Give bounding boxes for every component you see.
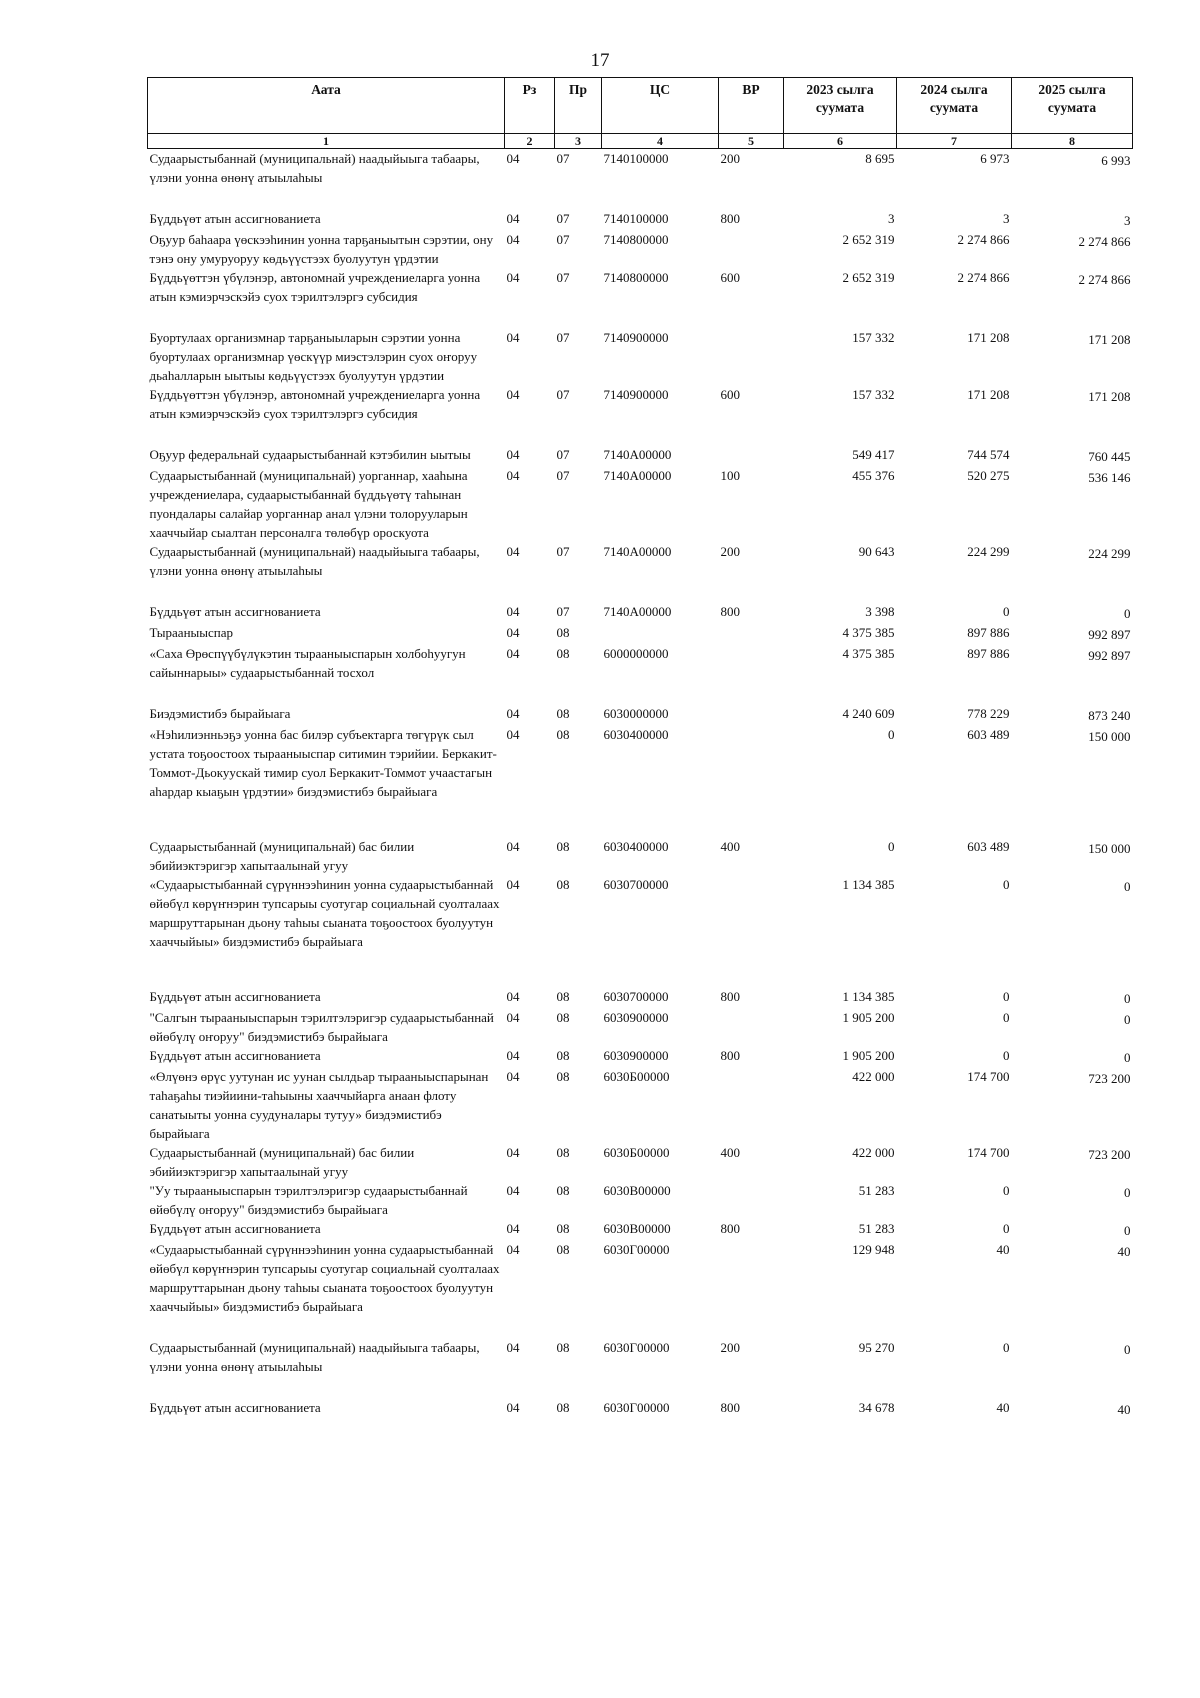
row-name: Судаарыстыбаннай (муниципальнай) наадыйыыга табаары, үлэни уонна өнөнү атыылаһыы xyxy=(149,544,480,578)
row-pr: 08 xyxy=(556,1242,570,1257)
table-row xyxy=(148,230,1133,268)
row-2024: 171 208 xyxy=(967,330,1010,345)
row-pr: 07 xyxy=(556,447,570,462)
row-rz: 04 xyxy=(506,604,520,619)
row-pr: 08 xyxy=(556,1010,570,1025)
column-number: 3 xyxy=(555,134,602,149)
row-2025: 0 xyxy=(1124,879,1131,894)
row-cs: 7140А00000 xyxy=(603,468,672,483)
row-name: Бүддьүөт атын ассигнованиета xyxy=(149,989,321,1004)
row-2025: 0 xyxy=(1124,1050,1131,1065)
row-vr: 800 xyxy=(720,604,740,619)
row-vr xyxy=(719,623,784,644)
row-rz: 04 xyxy=(506,839,520,854)
row-2025: 0 xyxy=(1124,606,1131,621)
column-number: 1 xyxy=(148,134,505,149)
row-2023: 1 905 200 xyxy=(842,1048,895,1063)
row-2023: 2 652 319 xyxy=(842,270,895,285)
header-cs: ЦС xyxy=(602,78,719,134)
column-number: 6 xyxy=(784,134,897,149)
row-2023: 0 xyxy=(888,839,895,854)
row-name: Тырааныыспар xyxy=(149,625,233,640)
row-pr: 07 xyxy=(556,232,570,247)
row-vr: 400 xyxy=(720,839,740,854)
row-cs xyxy=(602,623,719,644)
row-2025: 992 897 xyxy=(1088,627,1131,642)
row-name: «Судаарыстыбаннай сүрүннээһинин уонна судаарыстыбаннай өйөбүл көрүҥнэрин тупсарыы суотугар социальнай суолталаах маршруттарынан дьону таһыы сыаната тоҕоостоох буолуутун хааччыйыы» биэдэмистибэ бырайыага xyxy=(149,877,500,949)
row-name: «Саха Өрөспүүбүлүкэтин тырааныыспарын холбоһуугун сайыннарыы» судаарыстыбаннай тосхол xyxy=(149,646,466,680)
row-pr: 08 xyxy=(556,989,570,1004)
row-2024: 0 xyxy=(1003,1340,1010,1355)
row-2025: 0 xyxy=(1124,1185,1131,1200)
row-2023: 1 134 385 xyxy=(842,989,895,1004)
row-pr: 08 xyxy=(556,706,570,721)
row-name: Бүддьүөт атын ассигнованиета xyxy=(149,211,321,226)
row-name: «Өлүөнэ өрүс уутунан ис уунан сылдьар тырааныыспарынан таһаҕаһы тиэйиини-таһыыны хааччыйарга анаан флоту санатыыты уонна суудуналары тутуу» биэдэмистибэ бырайыага xyxy=(149,1069,489,1141)
row-2023: 157 332 xyxy=(852,387,895,402)
row-rz: 04 xyxy=(506,1221,520,1236)
table-row xyxy=(148,1398,1133,1419)
row-vr: 200 xyxy=(720,151,740,166)
row-pr: 08 xyxy=(556,1069,570,1084)
row-2024: 174 700 xyxy=(967,1069,1010,1084)
header-vr: ВР xyxy=(719,78,784,134)
row-cs: 7140100000 xyxy=(603,151,669,166)
row-2023: 3 xyxy=(888,211,895,226)
row-cs: 6030400000 xyxy=(603,839,669,854)
row-vr xyxy=(719,1008,784,1046)
table-row xyxy=(148,466,1133,542)
row-pr: 07 xyxy=(556,151,570,166)
row-name: Буортулаах организмнар тарҕаныыларын сэрэтии уонна буортулаах организмнар үөскүүр миэстэлэрин суох оҥоруу дьаһалларын ыытыы көдьүүстээх буолуутун үрдэтии xyxy=(149,330,478,383)
row-2024: 3 xyxy=(1003,211,1010,226)
row-2024: 2 274 866 xyxy=(957,270,1010,285)
column-number: 7 xyxy=(897,134,1012,149)
row-2024: 40 xyxy=(996,1242,1010,1257)
row-2025: 0 xyxy=(1124,1012,1131,1027)
row-2025: 2 274 866 xyxy=(1078,272,1131,287)
row-rz: 04 xyxy=(506,387,520,402)
row-rz: 04 xyxy=(506,468,520,483)
row-cs: 7140900000 xyxy=(603,330,669,345)
row-2023: 0 xyxy=(888,727,895,742)
row-2024: 0 xyxy=(1003,604,1010,619)
table-row xyxy=(148,875,1133,987)
row-vr: 800 xyxy=(720,211,740,226)
row-2024: 897 886 xyxy=(967,646,1010,661)
row-vr xyxy=(719,445,784,466)
row-vr: 200 xyxy=(720,544,740,559)
row-name: «Судаарыстыбаннай сүрүннээһинин уонна судаарыстыбаннай өйөбүл көрүҥнэрин тупсарыы суотугар социальнай суолталаах маршруттарынан дьону таһыы сыаната тоҕоостоох буолуутун хааччыйыы» биэдэмистибэ бырайыага xyxy=(149,1242,500,1314)
header-pr: Пр xyxy=(555,78,602,134)
row-rz: 04 xyxy=(506,625,520,640)
row-2024: 174 700 xyxy=(967,1145,1010,1160)
row-2025: 171 208 xyxy=(1088,389,1131,404)
row-rz: 04 xyxy=(506,1340,520,1355)
row-2023: 3 398 xyxy=(865,604,895,619)
row-pr: 07 xyxy=(556,544,570,559)
row-2025: 40 xyxy=(1117,1402,1131,1417)
row-cs: 6030Г00000 xyxy=(603,1340,670,1355)
row-2023: 1 905 200 xyxy=(842,1010,895,1025)
table-body xyxy=(148,149,1133,1420)
row-cs: 6030В00000 xyxy=(603,1183,671,1198)
row-vr: 800 xyxy=(720,1221,740,1236)
row-cs: 7140100000 xyxy=(603,211,669,226)
table-row xyxy=(148,1181,1133,1219)
table-row xyxy=(148,268,1133,328)
row-cs: 6030000000 xyxy=(603,706,669,721)
row-pr: 07 xyxy=(556,604,570,619)
row-cs: 6030Б00000 xyxy=(603,1145,670,1160)
table-row xyxy=(148,623,1133,644)
row-2025: 171 208 xyxy=(1088,332,1131,347)
row-2023: 95 270 xyxy=(858,1340,895,1355)
row-rz: 04 xyxy=(506,270,520,285)
table-row xyxy=(148,1338,1133,1398)
row-cs: 6000000000 xyxy=(603,646,669,661)
row-pr: 08 xyxy=(556,1221,570,1236)
row-rz: 04 xyxy=(506,544,520,559)
row-2025: 2 274 866 xyxy=(1078,234,1131,249)
row-cs: 7140900000 xyxy=(603,387,669,402)
row-rz: 04 xyxy=(506,1400,520,1415)
row-pr: 08 xyxy=(556,727,570,742)
row-vr xyxy=(719,725,784,837)
row-name: Биэдэмистибэ бырайыага xyxy=(149,706,291,721)
row-pr: 08 xyxy=(556,1340,570,1355)
row-pr: 08 xyxy=(556,625,570,640)
row-2025: 150 000 xyxy=(1088,729,1131,744)
row-2025: 723 200 xyxy=(1088,1147,1131,1162)
row-rz: 04 xyxy=(506,727,520,742)
table-row xyxy=(148,602,1133,623)
row-rz: 04 xyxy=(506,646,520,661)
row-2023: 4 375 385 xyxy=(842,646,895,661)
row-2024: 0 xyxy=(1003,1048,1010,1063)
row-2024: 744 574 xyxy=(967,447,1010,462)
row-2024: 603 489 xyxy=(967,727,1010,742)
row-vr: 800 xyxy=(720,1400,740,1415)
row-rz: 04 xyxy=(506,211,520,226)
row-name: Бүддьүөт атын ассигнованиета xyxy=(149,1048,321,1063)
row-vr xyxy=(719,230,784,268)
table-row xyxy=(148,704,1133,725)
column-number: 5 xyxy=(719,134,784,149)
row-2023: 4 240 609 xyxy=(842,706,895,721)
row-name: Бүддьүөт атын ассигнованиета xyxy=(149,1400,321,1415)
table-row xyxy=(148,1143,1133,1181)
row-2025: 40 xyxy=(1117,1244,1131,1259)
row-2023: 549 417 xyxy=(852,447,895,462)
row-cs: 6030900000 xyxy=(603,1010,669,1025)
row-2025: 0 xyxy=(1124,991,1131,1006)
table-row xyxy=(148,328,1133,385)
table-row xyxy=(148,1219,1133,1240)
row-vr xyxy=(719,1240,784,1338)
row-cs: 6030В00000 xyxy=(603,1221,671,1236)
row-name: "Уу тырааныыспарын тэрилтэлэригэр судаарыстыбаннай өйөбүлү оҥоруу" биэдэмистибэ бырайыага xyxy=(149,1183,468,1217)
header-name: Аата xyxy=(148,78,505,134)
row-rz: 04 xyxy=(506,1145,520,1160)
header-2025: 2025 сылга суумата xyxy=(1012,78,1133,134)
row-2025: 723 200 xyxy=(1088,1071,1131,1086)
row-name: «Нэһилиэнньэҕэ уонна бас билэр субъектарга төгүрүк сыл устата тоҕоостоох тырааныыспар ситимин тэрийии. Беркакит-Томмот-Дьокуускай тимир суол Беркакит-Томмот учаастагын аһардар кыаҕын үрдэтии» биэдэмистибэ бырайыага xyxy=(149,727,497,799)
row-2023: 129 948 xyxy=(852,1242,895,1257)
table-row xyxy=(148,149,1133,210)
row-cs: 6030400000 xyxy=(603,727,669,742)
row-2024: 0 xyxy=(1003,1183,1010,1198)
row-pr: 08 xyxy=(556,646,570,661)
row-name: Судаарыстыбаннай (муниципальнай) бас билии эбийиэктэригэр хапытаалынай угуу xyxy=(149,839,415,873)
row-2024: 171 208 xyxy=(967,387,1010,402)
row-name: "Салгын тырааныыспарын тэрилтэлэригэр судаарыстыбаннай өйөбүлү оҥоруу" биэдэмистибэ бырайыага xyxy=(149,1010,494,1044)
header-2023: 2023 сылга суумата xyxy=(784,78,897,134)
row-2024: 0 xyxy=(1003,989,1010,1004)
row-pr: 07 xyxy=(556,270,570,285)
row-pr: 08 xyxy=(556,1183,570,1198)
column-number-row xyxy=(148,134,1133,149)
row-2025: 3 xyxy=(1124,213,1131,228)
row-name: Судаарыстыбаннай (муниципальнай) наадыйыыга табаары, үлэни уонна өнөнү атыылаһыы xyxy=(149,151,480,185)
row-2024: 2 274 866 xyxy=(957,232,1010,247)
row-2023: 2 652 319 xyxy=(842,232,895,247)
row-vr xyxy=(719,1067,784,1143)
row-rz: 04 xyxy=(506,706,520,721)
row-name: Судаарыстыбаннай (муниципальнай) бас билии эбийиэктэригэр хапытаалынай угуу xyxy=(149,1145,415,1179)
row-2025: 536 146 xyxy=(1088,470,1131,485)
row-vr: 100 xyxy=(720,468,740,483)
row-2024: 0 xyxy=(1003,1221,1010,1236)
row-vr xyxy=(719,875,784,987)
row-2025: 0 xyxy=(1124,1223,1131,1238)
row-2023: 455 376 xyxy=(852,468,895,483)
row-vr: 400 xyxy=(720,1145,740,1160)
table-row xyxy=(148,445,1133,466)
header-row xyxy=(148,78,1133,134)
row-rz: 04 xyxy=(506,232,520,247)
row-pr: 08 xyxy=(556,839,570,854)
budget-table xyxy=(147,77,1133,1419)
table-row xyxy=(148,1008,1133,1046)
row-2023: 90 643 xyxy=(858,544,895,559)
row-cs: 6030Г00000 xyxy=(603,1242,670,1257)
row-cs: 6030700000 xyxy=(603,989,669,1004)
row-vr xyxy=(719,1181,784,1219)
row-pr: 08 xyxy=(556,1048,570,1063)
table-row xyxy=(148,987,1133,1008)
row-pr: 07 xyxy=(556,468,570,483)
table-row xyxy=(148,1046,1133,1067)
table-row xyxy=(148,385,1133,445)
row-2024: 0 xyxy=(1003,877,1010,892)
table-row xyxy=(148,725,1133,837)
row-2023: 157 332 xyxy=(852,330,895,345)
row-rz: 04 xyxy=(506,447,520,462)
row-name: Бүддьүөт атын ассигнованиета xyxy=(149,1221,321,1236)
row-rz: 04 xyxy=(506,1242,520,1257)
row-2024: 40 xyxy=(996,1400,1010,1415)
row-2024: 224 299 xyxy=(967,544,1010,559)
row-rz: 04 xyxy=(506,877,520,892)
row-2024: 6 973 xyxy=(980,151,1010,166)
row-vr xyxy=(719,644,784,704)
row-rz: 04 xyxy=(506,330,520,345)
row-name: Бүддьүөттэн үбүлэнэр, автономнай учреждениеларга уонна атын кэмиэрчэскэйэ суох тэрилтэлэргэ субсидия xyxy=(149,270,481,304)
table-row xyxy=(148,1240,1133,1338)
column-number: 4 xyxy=(602,134,719,149)
row-2023: 422 000 xyxy=(852,1069,895,1084)
row-rz: 04 xyxy=(506,989,520,1004)
table-row xyxy=(148,209,1133,230)
row-name: Бүддьүөт атын ассигнованиета xyxy=(149,604,321,619)
row-2025: 873 240 xyxy=(1088,708,1131,723)
row-pr: 07 xyxy=(556,211,570,226)
row-2025: 224 299 xyxy=(1088,546,1131,561)
table-row xyxy=(148,644,1133,704)
header-2024: 2024 сылга суумата xyxy=(897,78,1012,134)
row-2025: 760 445 xyxy=(1088,449,1131,464)
table-row xyxy=(148,542,1133,602)
row-pr: 07 xyxy=(556,330,570,345)
row-2024: 778 229 xyxy=(967,706,1010,721)
row-rz: 04 xyxy=(506,151,520,166)
row-pr: 08 xyxy=(556,877,570,892)
table-row xyxy=(148,837,1133,875)
row-cs: 7140А00000 xyxy=(603,447,672,462)
row-rz: 04 xyxy=(506,1010,520,1025)
row-rz: 04 xyxy=(506,1048,520,1063)
row-cs: 6030700000 xyxy=(603,877,669,892)
row-cs: 7140800000 xyxy=(603,232,669,247)
row-2024: 520 275 xyxy=(967,468,1010,483)
row-2023: 422 000 xyxy=(852,1145,895,1160)
row-pr: 08 xyxy=(556,1400,570,1415)
row-name: Оҕуур федеральнай судаарыстыбаннай кэтэбилин ыытыы xyxy=(149,447,471,462)
row-2025: 992 897 xyxy=(1088,648,1131,663)
row-name: Оҕуур баһаара үөскээһинин уонна тарҕаныытын сэрэтии, ону тэнэ ону умуруоруу көдьүүстээх буолуутун үрдэтии xyxy=(149,232,494,266)
row-2023: 51 283 xyxy=(858,1183,895,1198)
row-pr: 07 xyxy=(556,387,570,402)
row-cs: 6030900000 xyxy=(603,1048,669,1063)
row-name: Судаарыстыбаннай (муниципальнай) наадыйыыга табаары, үлэни уонна өнөнү атыылаһыы xyxy=(149,1340,480,1374)
row-name: Судаарыстыбаннай (муниципальнай) уорганнар, хааһына учреждениелара, судаарыстыбаннай бүддьүөтү таһынан пуондалары салайар уорганнар анал үлэни толорууларын хааччыйар сыалтан персоналга төлөбүр ороскуота xyxy=(149,468,468,540)
row-vr xyxy=(719,704,784,725)
row-vr: 600 xyxy=(720,270,740,285)
table-row xyxy=(148,1067,1133,1143)
row-vr: 600 xyxy=(720,387,740,402)
row-2024: 0 xyxy=(1003,1010,1010,1025)
row-2023: 1 134 385 xyxy=(842,877,895,892)
row-2025: 150 000 xyxy=(1088,841,1131,856)
row-cs: 7140А00000 xyxy=(603,604,672,619)
header-rz: Рз xyxy=(505,78,555,134)
row-rz: 04 xyxy=(506,1183,520,1198)
row-2023: 34 678 xyxy=(858,1400,895,1415)
row-2023: 4 375 385 xyxy=(842,625,895,640)
row-cs: 6030Б00000 xyxy=(603,1069,670,1084)
row-vr xyxy=(719,328,784,385)
row-2023: 8 695 xyxy=(865,151,895,166)
row-2025: 0 xyxy=(1124,1342,1131,1357)
row-vr: 200 xyxy=(720,1340,740,1355)
page-number: 17 xyxy=(590,50,610,71)
row-rz: 04 xyxy=(506,1069,520,1084)
column-number: 2 xyxy=(505,134,555,149)
row-vr: 800 xyxy=(720,989,740,1004)
row-2025: 6 993 xyxy=(1101,153,1131,168)
row-name: Бүддьүөттэн үбүлэнэр, автономнай учреждениеларга уонна атын кэмиэрчэскэйэ суох тэрилтэлэргэ субсидия xyxy=(149,387,481,421)
row-2024: 603 489 xyxy=(967,839,1010,854)
row-cs: 7140800000 xyxy=(603,270,669,285)
row-cs: 7140А00000 xyxy=(603,544,672,559)
row-2024: 897 886 xyxy=(967,625,1010,640)
row-pr: 08 xyxy=(556,1145,570,1160)
column-number: 8 xyxy=(1012,134,1133,149)
row-cs: 6030Г00000 xyxy=(603,1400,670,1415)
row-2023: 51 283 xyxy=(858,1221,895,1236)
row-vr: 800 xyxy=(720,1048,740,1063)
